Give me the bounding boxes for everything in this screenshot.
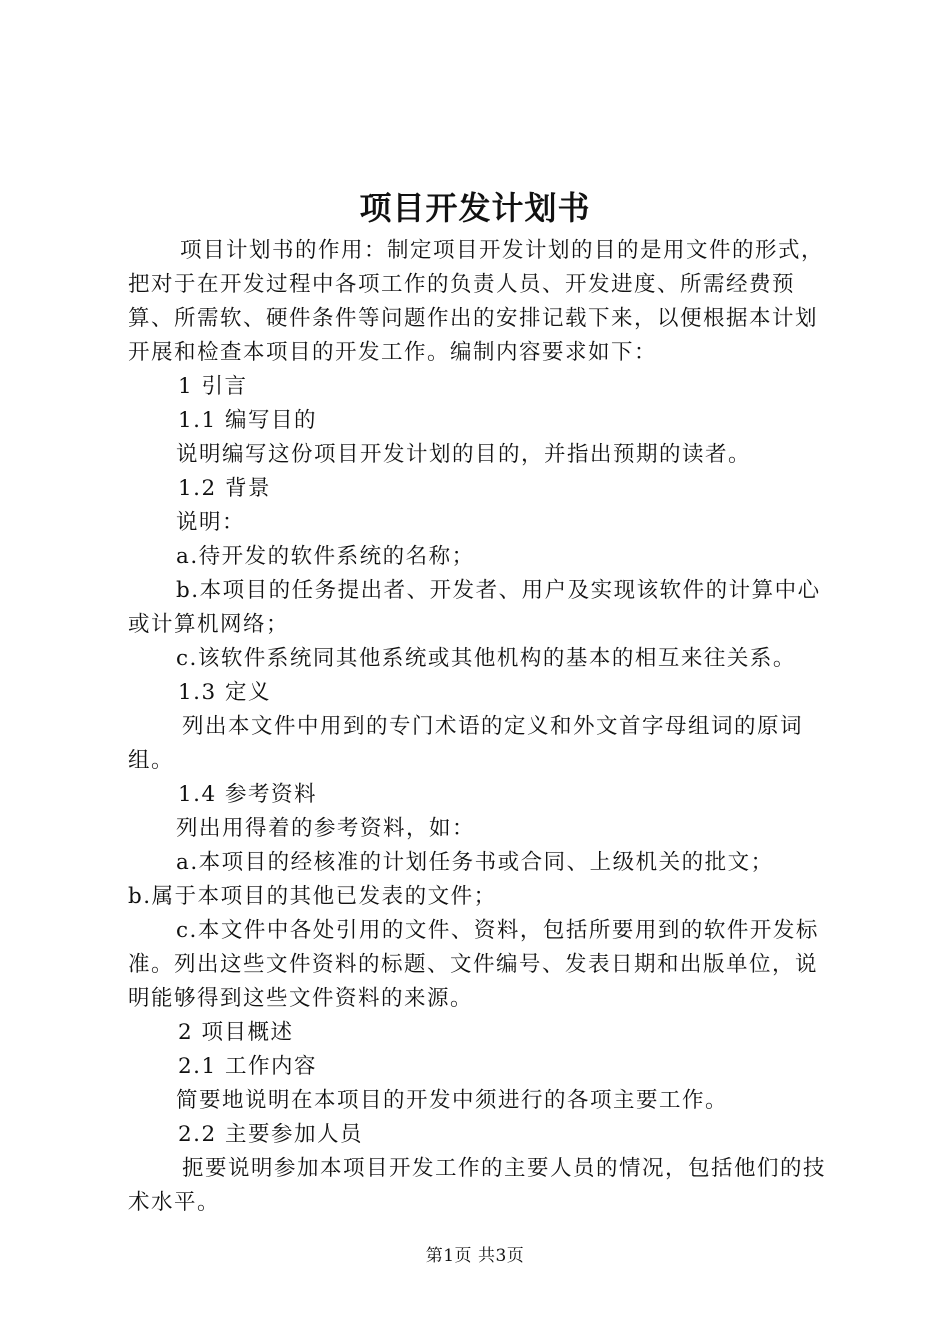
section-heading: 1 引言 bbox=[178, 374, 248, 399]
section-heading: 2 项目概述 bbox=[178, 1020, 294, 1045]
subsection-heading: 2.1 工作内容 bbox=[178, 1054, 318, 1079]
subsection-heading: 1.1 编写目的 bbox=[178, 408, 318, 433]
body-paragraph: 说明编写这份项目开发计划的目的，并指出预期的读者。 bbox=[176, 442, 752, 467]
page-footer: 第1页 共3页 bbox=[425, 1246, 525, 1266]
subsection-heading: 1.3 定义 bbox=[178, 680, 272, 705]
document-body bbox=[128, 234, 840, 1220]
document-title: 项目开发计划书 bbox=[359, 189, 591, 227]
list-item: b.本项目的任务提出者、开发者、用户及实现该软件的计算中心或计算机网络； bbox=[128, 578, 821, 637]
subsection-heading: 2.2 主要参加人员 bbox=[178, 1122, 364, 1147]
subsection-heading: 1.4 参考资料 bbox=[178, 782, 318, 807]
subsection-heading: 1.2 背景 bbox=[178, 476, 272, 501]
body-paragraph: 简要地说明在本项目的开发中须进行的各项主要工作。 bbox=[176, 1088, 729, 1113]
list-item: c.该软件系统同其他系统或其他机构的基本的相互来往关系。 bbox=[176, 646, 796, 671]
body-paragraph: 扼要说明参加本项目开发工作的主要人员的情况，包括他们的技术水平。 bbox=[128, 1156, 827, 1215]
list-item: c.本文件中各处引用的文件、资料，包括所要用到的软件开发标准。列出这些文件资料的标题、文件编号、发表日期和出版单位，说明能够得到这些文件资料的来源。 bbox=[128, 918, 819, 1011]
body-paragraph: 列出本文件中用到的专门术语的定义和外文首字母组词的原词组。 bbox=[128, 714, 804, 773]
body-paragraph: 列出用得着的参考资料，如： bbox=[176, 816, 476, 841]
list-item: b.属于本项目的其他已发表的文件； bbox=[128, 884, 497, 909]
body-paragraph: 说明： bbox=[176, 510, 246, 535]
intro-paragraph: 项目计划书的作用：制定项目开发计划的目的是用文件的形式，把对于在开发过程中各项工作的负责人员、开发进度、所需经费预算、所需软、硬件条件等问题作出的安排记载下来，以便根据本计划开展和检查本项目的开发工作。编制内容要求如下： bbox=[128, 238, 825, 365]
list-item: a.待开发的软件系统的名称； bbox=[176, 544, 475, 569]
list-item: a.本项目的经核准的计划任务书或合同、上级机关的批文； bbox=[176, 850, 774, 875]
